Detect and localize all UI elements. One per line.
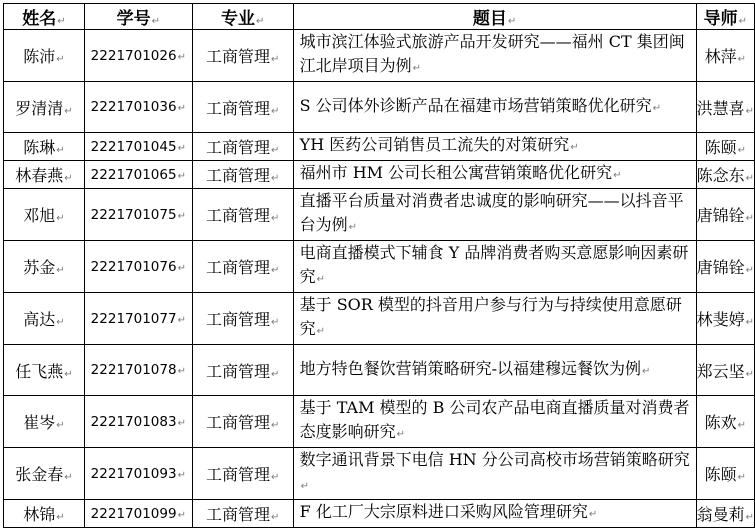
cell-student-id: 2221701093↵ xyxy=(84,448,192,500)
cell-major: 工商管理↵ xyxy=(192,161,293,189)
cell-title: 数字通讯背景下电信 HN 分公司高校市场营销策略研究↵ xyxy=(293,448,696,500)
header-major: 专业↵ xyxy=(192,4,293,30)
thesis-topic-table xyxy=(3,3,755,528)
cell-advisor: 林斐婷↵ xyxy=(696,293,754,345)
cell-student-id: 2221701076↵ xyxy=(84,241,192,293)
table-row xyxy=(4,133,755,161)
cell-student-id: 2221701099↵ xyxy=(84,500,192,528)
cell-advisor: 陈颐↵ xyxy=(696,133,754,161)
cell-title: S 公司体外诊断产品在福建市场营销策略优化研究↵ xyxy=(293,82,696,133)
cell-advisor: 洪慧喜↵ xyxy=(696,82,754,133)
cell-title: YH 医药公司销售员工流失的对策研究↵ xyxy=(293,133,696,161)
cell-title: 城市滨江体验式旅游产品开发研究——福州 CT 集团闽江北岸项目为例↵ xyxy=(293,30,696,82)
table-row xyxy=(4,161,755,189)
cell-student-id: 2221701075↵ xyxy=(84,189,192,241)
header-name: 姓名↵ xyxy=(4,4,85,30)
cell-title: 地方特色餐饮营销策略研究-以福建穆远餐饮为例↵ xyxy=(293,345,696,396)
cell-student-id: 2221701077↵ xyxy=(84,293,192,345)
cell-major: 工商管理↵ xyxy=(192,396,293,448)
cell-name: 崔岑↵ xyxy=(4,396,85,448)
cell-title: 福州市 HM 公司长租公寓营销策略优化研究↵ xyxy=(293,161,696,189)
cell-major: 工商管理↵ xyxy=(192,133,293,161)
cell-major: 工商管理↵ xyxy=(192,293,293,345)
cell-title: 电商直播模式下辅食 Y 品牌消费者购买意愿影响因素研究↵ xyxy=(293,241,696,293)
table-row xyxy=(4,396,755,448)
cell-name: 苏金↵ xyxy=(4,241,85,293)
cell-advisor: 林萍↵ xyxy=(696,30,754,82)
cell-title: F 化工厂大宗原料进口采购风险管理研究↵ xyxy=(293,500,696,528)
cell-name: 罗清清↵ xyxy=(4,82,85,133)
cell-student-id: 2221701036↵ xyxy=(84,82,192,133)
cell-title: 基于 TAM 模型的 B 公司农产品电商直播质量对消费者态度影响研究↵ xyxy=(293,396,696,448)
cell-advisor: 陈欢↵ xyxy=(696,396,754,448)
table-row xyxy=(4,345,755,396)
table-row xyxy=(4,293,755,345)
cell-student-id: 2221701065↵ xyxy=(84,161,192,189)
cell-advisor: 陈颐↵ xyxy=(696,448,754,500)
cell-major: 工商管理↵ xyxy=(192,189,293,241)
cell-advisor: 唐锦铨↵ xyxy=(696,189,754,241)
cell-name: 林春燕↵ xyxy=(4,161,85,189)
cell-title: 直播平台质量对消费者忠诚度的影响研究——以抖音平台为例↵ xyxy=(293,189,696,241)
table-row xyxy=(4,448,755,500)
cell-advisor: 翁曼莉↵ xyxy=(696,500,754,528)
cell-student-id: 2221701026↵ xyxy=(84,30,192,82)
cell-name: 林锦↵ xyxy=(4,500,85,528)
cell-name: 张金春↵ xyxy=(4,448,85,500)
cell-name: 高达↵ xyxy=(4,293,85,345)
table-row xyxy=(4,241,755,293)
cell-major: 工商管理↵ xyxy=(192,82,293,133)
cell-name: 邓旭↵ xyxy=(4,189,85,241)
cell-advisor: 唐锦铨↵ xyxy=(696,241,754,293)
cell-name: 陈沛↵ xyxy=(4,30,85,82)
cell-major: 工商管理↵ xyxy=(192,241,293,293)
table-row xyxy=(4,30,755,82)
cell-major: 工商管理↵ xyxy=(192,500,293,528)
header-advisor: 导师↵ xyxy=(696,4,754,30)
cell-title: 基于 SOR 模型的抖音用户参与行为与持续使用意愿研究↵ xyxy=(293,293,696,345)
cell-student-id: 2221701045↵ xyxy=(84,133,192,161)
table-row xyxy=(4,189,755,241)
cell-student-id: 2221701078↵ xyxy=(84,345,192,396)
cell-name: 任飞燕↵ xyxy=(4,345,85,396)
header-title: 题目↵ xyxy=(293,4,696,30)
cell-name: 陈琳↵ xyxy=(4,133,85,161)
cell-student-id: 2221701083↵ xyxy=(84,396,192,448)
header-student-id: 学号↵ xyxy=(84,4,192,30)
header-row xyxy=(4,4,755,30)
cell-major: 工商管理↵ xyxy=(192,30,293,82)
cell-major: 工商管理↵ xyxy=(192,448,293,500)
cell-major: 工商管理↵ xyxy=(192,345,293,396)
cell-advisor: 陈念东↵ xyxy=(696,161,754,189)
table-row xyxy=(4,82,755,133)
cell-advisor: 郑云坚↵ xyxy=(696,345,754,396)
